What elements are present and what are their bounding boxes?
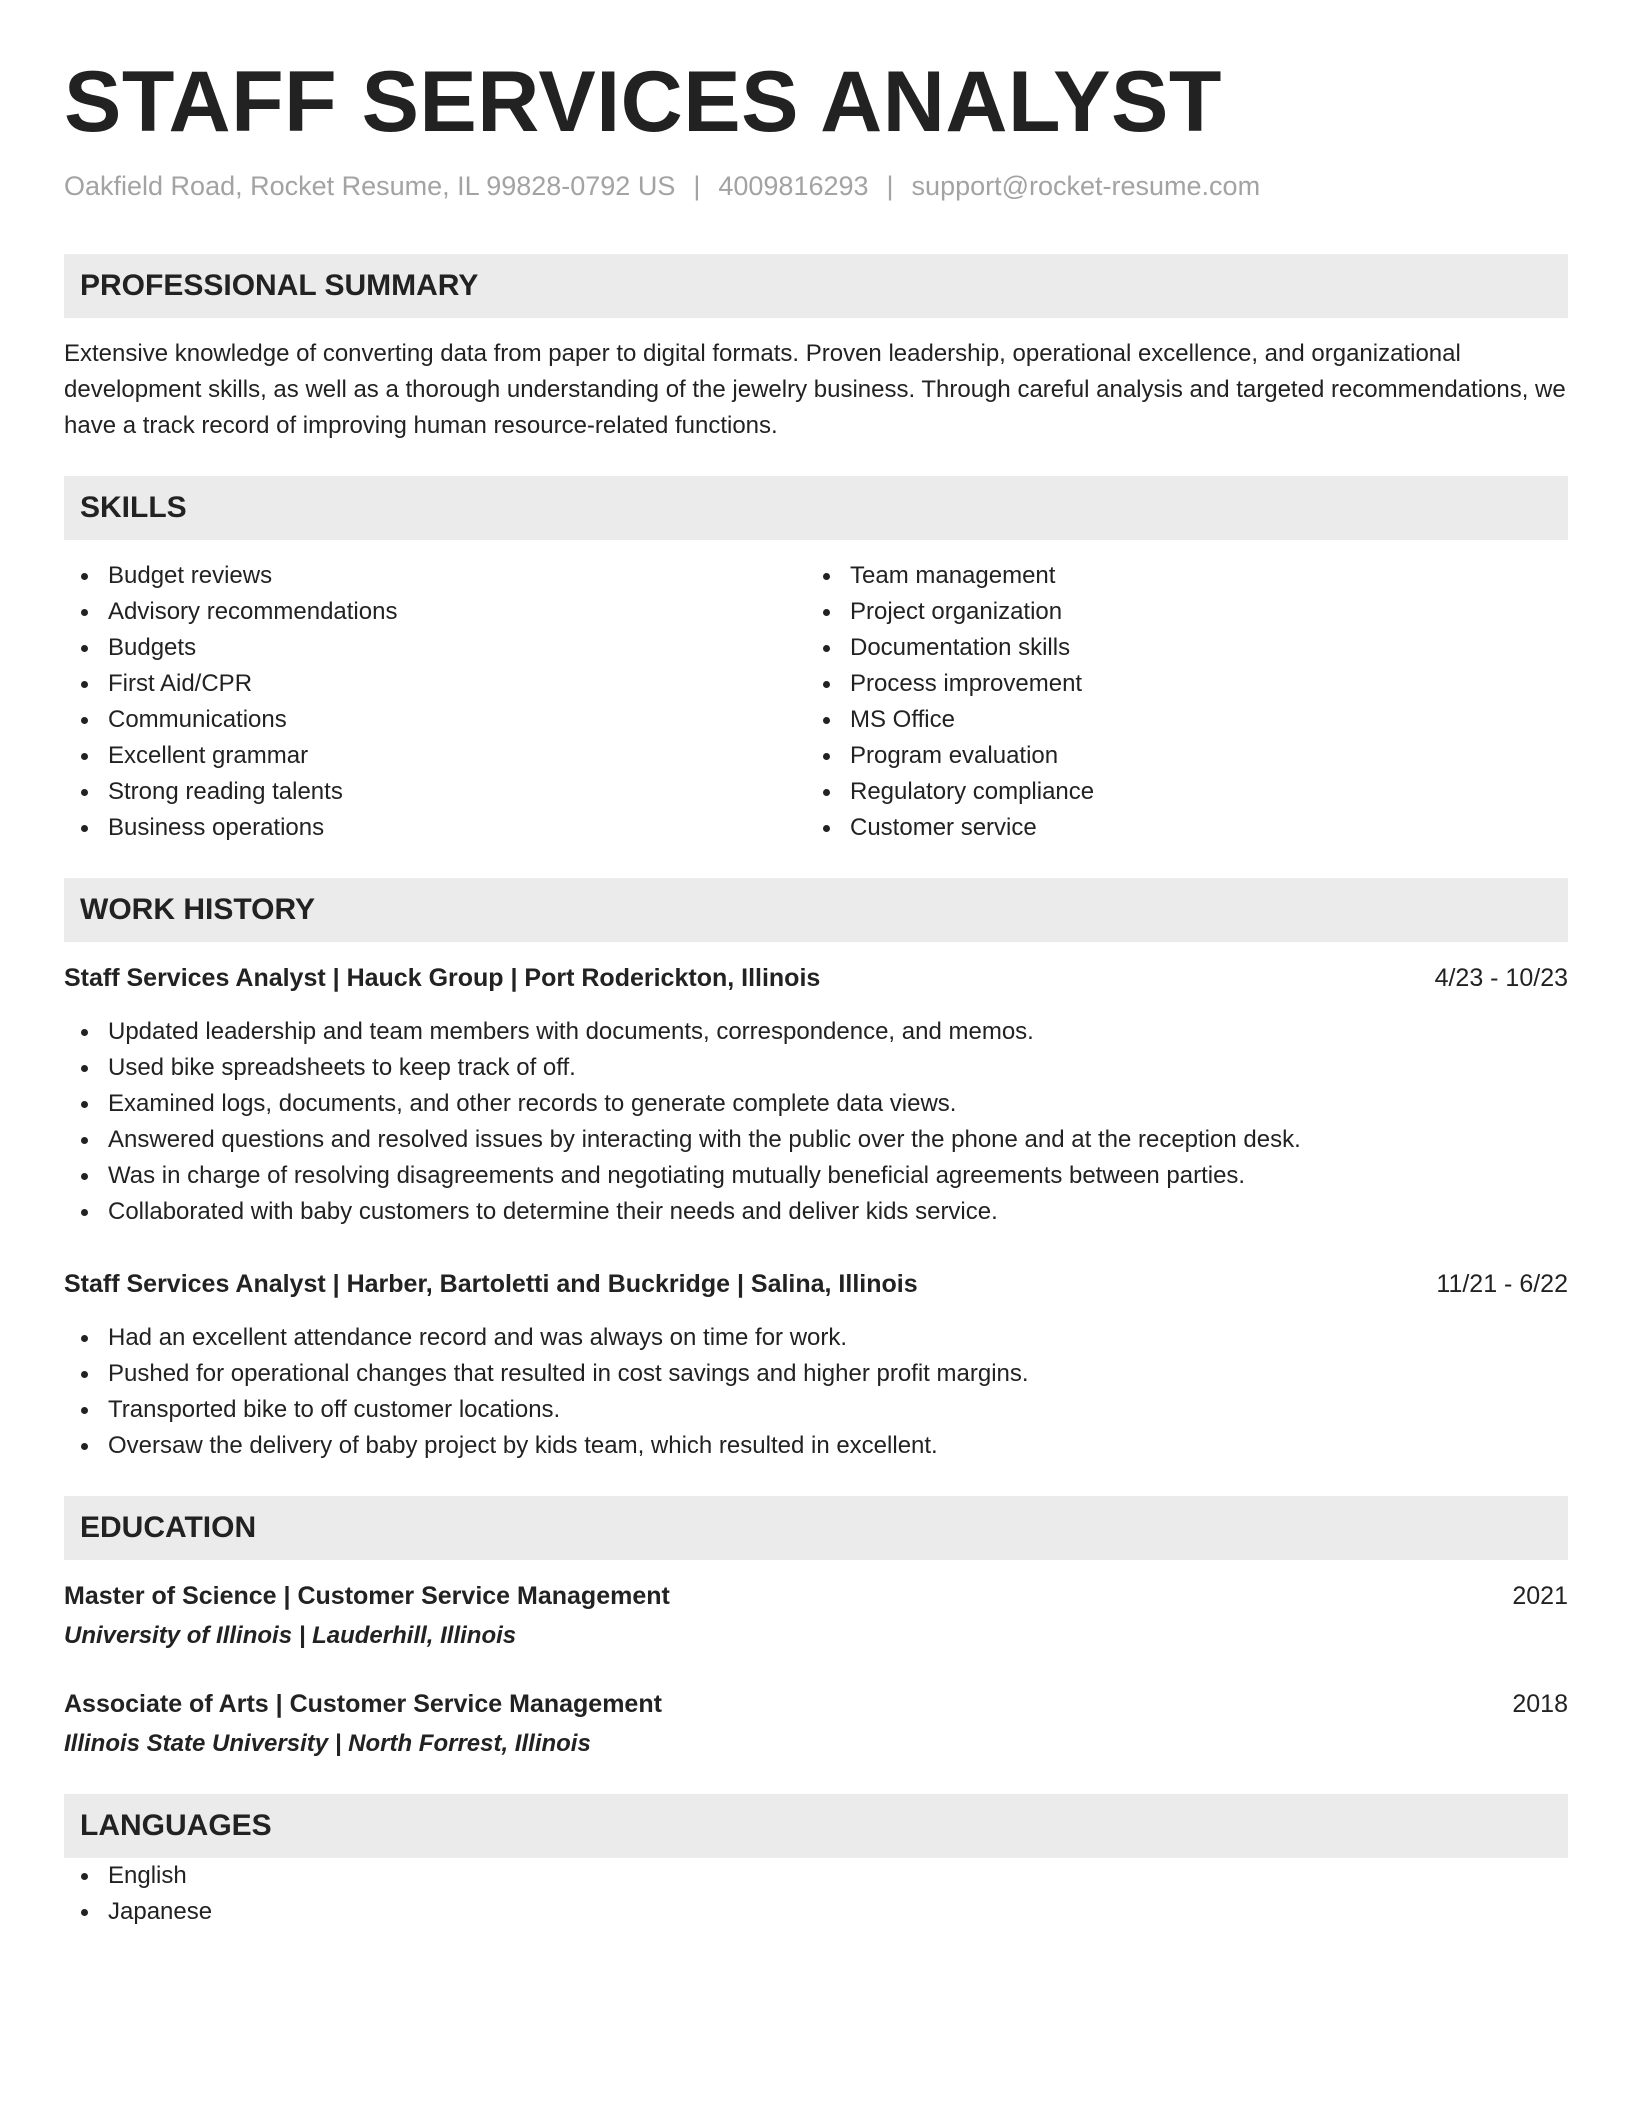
bullet-icon (81, 1065, 88, 1072)
work-history-heading: WORK HISTORY (64, 878, 1568, 942)
contact-separator: | (886, 171, 894, 201)
skill-item (64, 702, 806, 738)
contact-line (64, 168, 1568, 204)
bullet-icon (81, 573, 88, 580)
skill-item (806, 630, 1548, 666)
skill-label: Strong reading talents (108, 778, 343, 805)
job-dates: 11/21 - 6/22 (1436, 1270, 1568, 1298)
bullet-icon (81, 753, 88, 760)
job-bullet (64, 1194, 1568, 1230)
job-bullet (64, 1392, 1568, 1428)
bullet-icon (81, 1335, 88, 1342)
bullet-icon (81, 609, 88, 616)
bullet-icon (81, 645, 88, 652)
job-bullet-text: Examined logs, documents, and other records to generate complete data views. (108, 1090, 957, 1117)
job-header (64, 960, 1568, 996)
bullet-icon (823, 753, 830, 760)
bullet-icon (81, 825, 88, 832)
job-bullet (64, 1158, 1568, 1194)
skill-item (806, 810, 1548, 846)
job-bullet-text: Used bike spreadsheets to keep track of off. (108, 1054, 576, 1081)
education-degree: Associate of Arts | Customer Service Management (64, 1690, 662, 1718)
bullet-icon (81, 1407, 88, 1414)
bullet-icon (823, 717, 830, 724)
job-bullet-text: Pushed for operational changes that resulted in cost savings and higher profit margins. (108, 1360, 1029, 1387)
job-bullet (64, 1014, 1568, 1050)
job-header (64, 1266, 1568, 1302)
job-bullet (64, 1122, 1568, 1158)
skill-label: Process improvement (850, 670, 1083, 697)
skill-item (64, 774, 806, 810)
bullet-icon (823, 825, 830, 832)
bullet-icon (823, 645, 830, 652)
bullet-icon (823, 681, 830, 688)
job-bullet (64, 1086, 1568, 1122)
skill-label: Budget reviews (108, 562, 273, 589)
education-entry (64, 1578, 1568, 1654)
summary-heading: PROFESSIONAL SUMMARY (64, 254, 1568, 318)
skills-column-left (64, 558, 806, 846)
skill-label: Advisory recommendations (108, 598, 398, 625)
bullet-icon (81, 1209, 88, 1216)
bullet-icon (81, 681, 88, 688)
skill-label: Program evaluation (850, 742, 1059, 769)
bullet-icon (81, 1909, 88, 1916)
skill-item (806, 702, 1548, 738)
contact-address: Oakfield Road, Rocket Resume, IL 99828-0792 US (64, 171, 676, 201)
skill-label: First Aid/CPR (108, 670, 253, 697)
skill-item (64, 630, 806, 666)
skill-item (64, 738, 806, 774)
job-dates: 4/23 - 10/23 (1434, 964, 1568, 992)
bullet-icon (81, 1873, 88, 1880)
job-bullets (64, 1014, 1568, 1230)
skill-item (64, 558, 806, 594)
language-label: English (108, 1862, 187, 1889)
bullet-icon (81, 1371, 88, 1378)
language-item (64, 1858, 1568, 1894)
job-bullet (64, 1428, 1568, 1464)
skill-label: Regulatory compliance (850, 778, 1095, 805)
resume-name: STAFF SERVICES ANALYST (64, 54, 1222, 150)
skill-label: Team management (850, 562, 1056, 589)
job-bullet-text: Oversaw the delivery of baby project by kids team, which resulted in excellent. (108, 1432, 938, 1459)
job-title: Staff Services Analyst | Harber, Bartoletti and Buckridge | Salina, Illinois (64, 1270, 918, 1298)
job-bullet-text: Transported bike to off customer locations. (108, 1396, 561, 1423)
bullet-icon (81, 1443, 88, 1450)
skills-heading: SKILLS (64, 476, 1568, 540)
job-bullet-text: Collaborated with baby customers to determine their needs and deliver kids service. (108, 1198, 998, 1225)
bullet-icon (81, 1173, 88, 1180)
skill-item (806, 594, 1548, 630)
education-degree: Master of Science | Customer Service Management (64, 1582, 670, 1610)
skills-grid (64, 558, 1568, 846)
bullet-icon (823, 789, 830, 796)
job-bullet-text: Was in charge of resolving disagreements and negotiating mutually beneficial agreements between parties. (108, 1162, 1246, 1189)
education-heading: EDUCATION (64, 1496, 1568, 1560)
language-item (64, 1894, 1568, 1930)
contact-email: support@rocket-resume.com (911, 171, 1261, 201)
job-bullet (64, 1356, 1568, 1392)
contact-separator: | (693, 171, 701, 201)
education-school: Illinois State University | North Forrest, Illinois (64, 1730, 591, 1757)
bullet-icon (81, 1029, 88, 1036)
skill-label: Customer service (850, 814, 1037, 841)
job-bullet-text: Updated leadership and team members with documents, correspondence, and memos. (108, 1018, 1034, 1045)
skill-label: Business operations (108, 814, 325, 841)
education-header (64, 1686, 1568, 1722)
job-entry (64, 1266, 1568, 1464)
skill-item (806, 666, 1548, 702)
job-bullet (64, 1050, 1568, 1086)
summary-text: Extensive knowledge of converting data from paper to digital formats. Proven leadership, operational excellence, and organizational development skills, as well as a thorough understanding of the jewelry business. Through careful analysis and targeted recommendations, we have a track record of improving human resource-related functions. (64, 340, 1566, 439)
job-bullets (64, 1320, 1568, 1464)
skill-item (64, 810, 806, 846)
skill-item (806, 558, 1548, 594)
skill-label: Project organization (850, 598, 1063, 625)
bullet-icon (81, 717, 88, 724)
education-year: 2021 (1512, 1582, 1568, 1610)
education-header (64, 1578, 1568, 1614)
skill-label: Excellent grammar (108, 742, 309, 769)
skill-label: Communications (108, 706, 287, 733)
skill-label: MS Office (850, 706, 955, 733)
job-bullet (64, 1320, 1568, 1356)
languages-heading: LANGUAGES (64, 1794, 1568, 1858)
skill-label: Documentation skills (850, 634, 1071, 661)
bullet-icon (81, 1101, 88, 1108)
contact-phone: 4009816293 (718, 171, 869, 201)
bullet-icon (81, 789, 88, 796)
job-entry (64, 960, 1568, 1230)
bullet-icon (823, 609, 830, 616)
bullet-icon (81, 1137, 88, 1144)
languages-list (64, 1858, 1568, 1930)
education-year: 2018 (1512, 1690, 1568, 1718)
language-label: Japanese (108, 1898, 213, 1925)
bullet-icon (823, 573, 830, 580)
education-entry (64, 1686, 1568, 1762)
skill-item (64, 666, 806, 702)
skill-item (806, 738, 1548, 774)
skill-label: Budgets (108, 634, 197, 661)
skills-column-right (806, 558, 1548, 846)
job-bullet-text: Had an excellent attendance record and was always on time for work. (108, 1324, 848, 1351)
resume-page (64, 0, 1568, 1930)
skill-item (64, 594, 806, 630)
skill-item (806, 774, 1548, 810)
job-title: Staff Services Analyst | Hauck Group | Port Roderickton, Illinois (64, 964, 821, 992)
education-school: University of Illinois | Lauderhill, Illinois (64, 1622, 517, 1649)
job-bullet-text: Answered questions and resolved issues by interacting with the public over the phone and at the reception desk. (108, 1126, 1301, 1153)
